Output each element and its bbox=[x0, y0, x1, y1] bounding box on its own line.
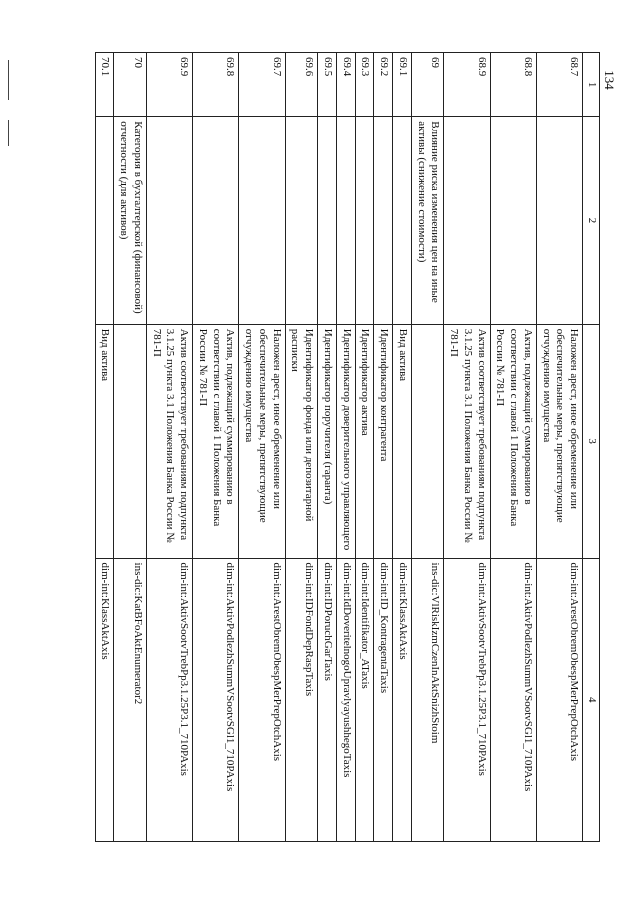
table-row bbox=[193, 53, 239, 842]
indicator-description-cell: Идентификатор контрагента bbox=[374, 324, 393, 558]
indicator-name-cell bbox=[285, 117, 318, 324]
table-row bbox=[355, 53, 374, 842]
table-row bbox=[318, 53, 337, 842]
indicator-code-cell: ins-dic:VlRiskIzmCzenInAktSnizhStoim bbox=[412, 558, 445, 841]
indicator-name-cell bbox=[95, 117, 114, 324]
row-number-cell: 69.3 bbox=[355, 53, 374, 117]
indicator-code-cell: dim-int:KlassAktAxis bbox=[393, 558, 412, 841]
row-number-cell: 69.9 bbox=[147, 53, 193, 117]
table-row bbox=[374, 53, 393, 842]
indicator-description-cell: Актив соответствует требованиям подпункта 3.1.25 пункта 3.1 Положения Банка России № 781-П bbox=[444, 324, 490, 558]
row-number-cell: 69.7 bbox=[239, 53, 285, 117]
indicator-code-cell: dim-int:IDPoruchGarTaxis bbox=[318, 558, 337, 841]
indicator-code-cell: dim-int:KlassAktAxis bbox=[95, 558, 114, 841]
indicator-description-cell: Идентификатор доверительного управляющего bbox=[337, 324, 356, 558]
indicator-name-cell bbox=[355, 117, 374, 324]
indicator-code-cell: dim-int:Identifikator_ATaxis bbox=[355, 558, 374, 841]
indicator-name-cell bbox=[193, 117, 239, 324]
table-row bbox=[147, 53, 193, 842]
row-number-cell: 70.1 bbox=[95, 53, 114, 117]
indicator-description-cell: Идентификатор поручителя (гаранта) bbox=[318, 324, 337, 558]
indicator-name-cell bbox=[444, 117, 490, 324]
indicator-code-cell: dim-int:AktivSootvTrebPp3.1.25P3.1_710PAxis bbox=[147, 558, 193, 841]
margin-mark bbox=[8, 60, 9, 100]
indicator-name-cell bbox=[393, 117, 412, 324]
page-number: 134 bbox=[601, 70, 617, 90]
indicator-description-cell: Актив соответствует требованиям подпункта 3.1.25 пункта 3.1 Положения Банка России № 781-П bbox=[147, 324, 193, 558]
indicator-name-cell bbox=[374, 117, 393, 324]
indicator-name-cell bbox=[490, 117, 536, 324]
indicator-description-cell: Идентификатор фонда или депозитарной расписки bbox=[285, 324, 318, 558]
indicator-code-cell: dim-int:IDFondDepRaspTaxis bbox=[285, 558, 318, 841]
indicator-description-cell: Наложен арест, иное обременение или обеспечительные меры, препятствующие отчуждению имущества bbox=[537, 324, 583, 558]
row-number-cell: 68.7 bbox=[537, 53, 583, 117]
table-row bbox=[537, 53, 583, 842]
indicator-name-cell bbox=[239, 117, 285, 324]
table-body bbox=[95, 53, 583, 842]
indicator-description-cell: Вид актива bbox=[393, 324, 412, 558]
indicator-description-cell: Актив, подлежащий суммированию в соответствии с главой 1 Положения Банка России № 781-П bbox=[193, 324, 239, 558]
margin-mark bbox=[8, 120, 9, 146]
column-number: 4 bbox=[583, 558, 600, 841]
row-number-cell: 68.8 bbox=[490, 53, 536, 117]
indicator-name-cell: Категория в бухгалтерской (финансовой) отчетности (для активов) bbox=[114, 117, 147, 324]
indicator-description-cell bbox=[114, 324, 147, 558]
indicator-code-cell: dim-int:ArestObremObespMerPrepOtchAxis bbox=[537, 558, 583, 841]
indicator-description-cell: Актив, подлежащий суммированию в соответствии с главой 1 Положения Банка России № 781-П bbox=[490, 324, 536, 558]
document-table-wrapper bbox=[60, 52, 600, 842]
row-number-cell: 69.4 bbox=[337, 53, 356, 117]
indicator-name-cell bbox=[147, 117, 193, 324]
indicator-name-cell bbox=[318, 117, 337, 324]
indicator-name-cell bbox=[537, 117, 583, 324]
row-number-cell: 69.1 bbox=[393, 53, 412, 117]
row-number-cell: 69.6 bbox=[285, 53, 318, 117]
table-row bbox=[337, 53, 356, 842]
table-row bbox=[95, 53, 114, 842]
row-number-cell: 69 bbox=[412, 53, 445, 117]
table-row bbox=[490, 53, 536, 842]
row-number-cell: 69.5 bbox=[318, 53, 337, 117]
row-number-cell: 70 bbox=[114, 53, 147, 117]
table-row bbox=[444, 53, 490, 842]
row-number-cell: 68.9 bbox=[444, 53, 490, 117]
indicator-name-cell: Влияние риска изменения цен на иные активы (снижение стоимости) bbox=[412, 117, 445, 324]
indicator-description-cell: Идентификатор актива bbox=[355, 324, 374, 558]
column-number: 1 bbox=[583, 53, 600, 117]
indicator-description-cell bbox=[412, 324, 445, 558]
table-row bbox=[412, 53, 445, 842]
indicator-code-cell: dim-int:IdDoveritelnogoUpravlyayushhegoTaxis bbox=[337, 558, 356, 841]
indicator-code-cell: dim-int:AktivPodlezhSummVSootvSGl1_710PAxis bbox=[490, 558, 536, 841]
column-number-row bbox=[583, 53, 600, 842]
indicator-code-cell: ins-dic:KatBFoAktEnumerator2 bbox=[114, 558, 147, 841]
indicator-table bbox=[95, 52, 600, 842]
indicator-description-cell: Вид актива bbox=[95, 324, 114, 558]
indicator-code-cell: dim-int:AktivPodlezhSummVSootvSGl1_710PAxis bbox=[193, 558, 239, 841]
table-row bbox=[393, 53, 412, 842]
indicator-code-cell: dim-int:ID_KontragentaTaxis bbox=[374, 558, 393, 841]
indicator-code-cell: dim-int:ArestObremObespMerPrepOtchAxis bbox=[239, 558, 285, 841]
column-number: 2 bbox=[583, 117, 600, 324]
table-row bbox=[239, 53, 285, 842]
indicator-name-cell bbox=[337, 117, 356, 324]
indicator-code-cell: dim-int:AktivSootvTrebPp3.1.25P3.1_710PAxis bbox=[444, 558, 490, 841]
row-number-cell: 69.8 bbox=[193, 53, 239, 117]
row-number-cell: 69.2 bbox=[374, 53, 393, 117]
table-row bbox=[114, 53, 147, 842]
column-number: 3 bbox=[583, 324, 600, 558]
table-row bbox=[285, 53, 318, 842]
indicator-description-cell: Наложен арест, иное обременение или обеспечительные меры, препятствующие отчуждению имущества bbox=[239, 324, 285, 558]
